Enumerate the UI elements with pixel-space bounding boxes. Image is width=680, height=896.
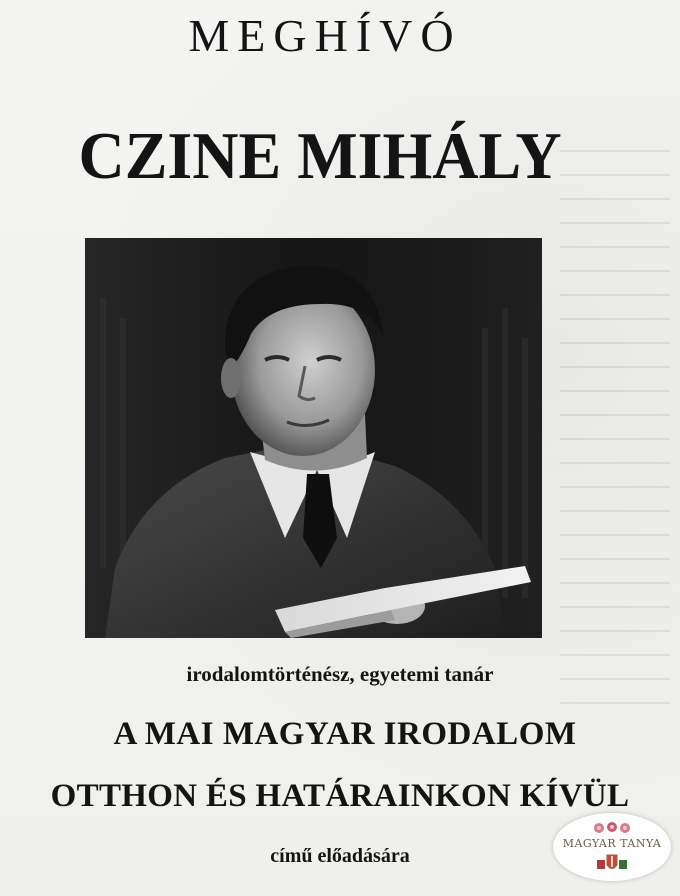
lecture-title-line-2: OTTHON ÉS HATÁRAINKON KÍVÜL — [50, 778, 630, 814]
flower-ornament-icon — [591, 821, 633, 835]
lecture-title-line-1: A MAI MAGYAR IRODALOM — [113, 716, 577, 752]
magyar-tanya-watermark — [552, 812, 672, 882]
speaker-role: irodalomtörténész, egyetemi tanár — [186, 662, 494, 686]
invitation-heading: MEGHÍVÓ — [188, 10, 462, 61]
speaker-name: CZINE MIHÁLY — [78, 118, 562, 193]
crest-icon — [595, 853, 629, 873]
speaker-photo-illustration — [85, 238, 542, 638]
speaker-photo — [85, 238, 542, 638]
watermark-text: MAGYAR TANYA — [562, 837, 662, 850]
closing-line: című előadására — [270, 845, 410, 867]
